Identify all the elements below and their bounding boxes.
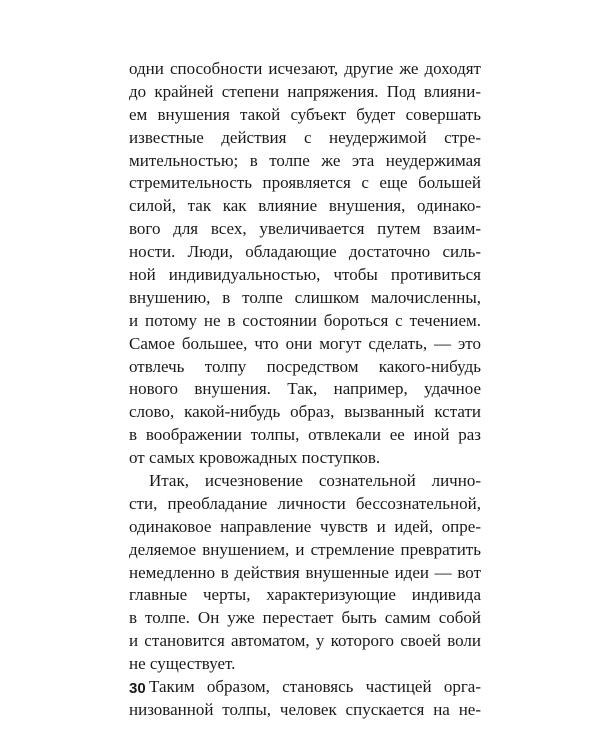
- text-line: в толпе. Он уже перестает быть самим собой: [129, 608, 481, 628]
- text-line: стремительность проявляется с еще большей: [129, 173, 481, 193]
- text-line: Таким образом, становясь частицей орга-: [149, 677, 481, 697]
- text-line: Итак, исчезновение сознательной лично-: [149, 471, 481, 491]
- text-line: ной индивидуальностью, чтобы противиться: [129, 265, 481, 285]
- text-line: сти, преобладание личности бессознательной,: [129, 493, 481, 513]
- text-line: силой, так как влияние внушения, одинако-: [129, 196, 481, 216]
- text-line: от самых кровожадных поступков.: [129, 448, 381, 468]
- text-line: слово, какой-нибудь образ, вызванный кстати: [129, 402, 481, 422]
- text-line: мительностью; в толпе же эта неудержимая: [129, 150, 481, 170]
- text-line: главные черты, характеризующие индивида: [129, 585, 481, 605]
- text-line: ем внушения такой субъект будет совершать: [129, 104, 481, 124]
- text-line: и становится автоматом, у которого своей воли: [129, 631, 481, 651]
- text-line: до крайней степени напряжения. Под влияни-: [129, 81, 481, 101]
- text-line: не существует.: [129, 654, 236, 674]
- text-line: вого для всех, увеличивается путем взаим-: [129, 219, 481, 239]
- text-line: отвлечь толпу посредством какого-нибудь: [129, 356, 481, 376]
- text-line: одинаковое направление чувств и идей, опре-: [129, 516, 481, 536]
- text-line: деляемое внушением, и стремление превратить: [129, 539, 481, 559]
- text-line: нового внушения. Так, например, удачное: [129, 379, 481, 399]
- text-line: внушению, в толпе слишком малочисленны,: [129, 287, 481, 307]
- text-line: Самое большее, что они могут сделать, — это: [129, 333, 481, 353]
- text-line: низованной толпы, человек спускается на не-: [129, 699, 481, 719]
- page-number: 30: [129, 680, 146, 697]
- text-line: немедленно в действия внушенные идеи — вот: [129, 562, 481, 582]
- text-line: и потому не в состоянии бороться с течением.: [129, 310, 481, 330]
- text-line: известные действия с неудержимой стре-: [129, 127, 481, 147]
- text-line: ности. Люди, обладающие достаточно силь-: [129, 242, 481, 262]
- text-line: в воображении толпы, отвлекали ее иной раз: [129, 425, 481, 445]
- body-text: [129, 58, 481, 722]
- text-line: одни способности исчезают, другие же доходят: [129, 59, 481, 78]
